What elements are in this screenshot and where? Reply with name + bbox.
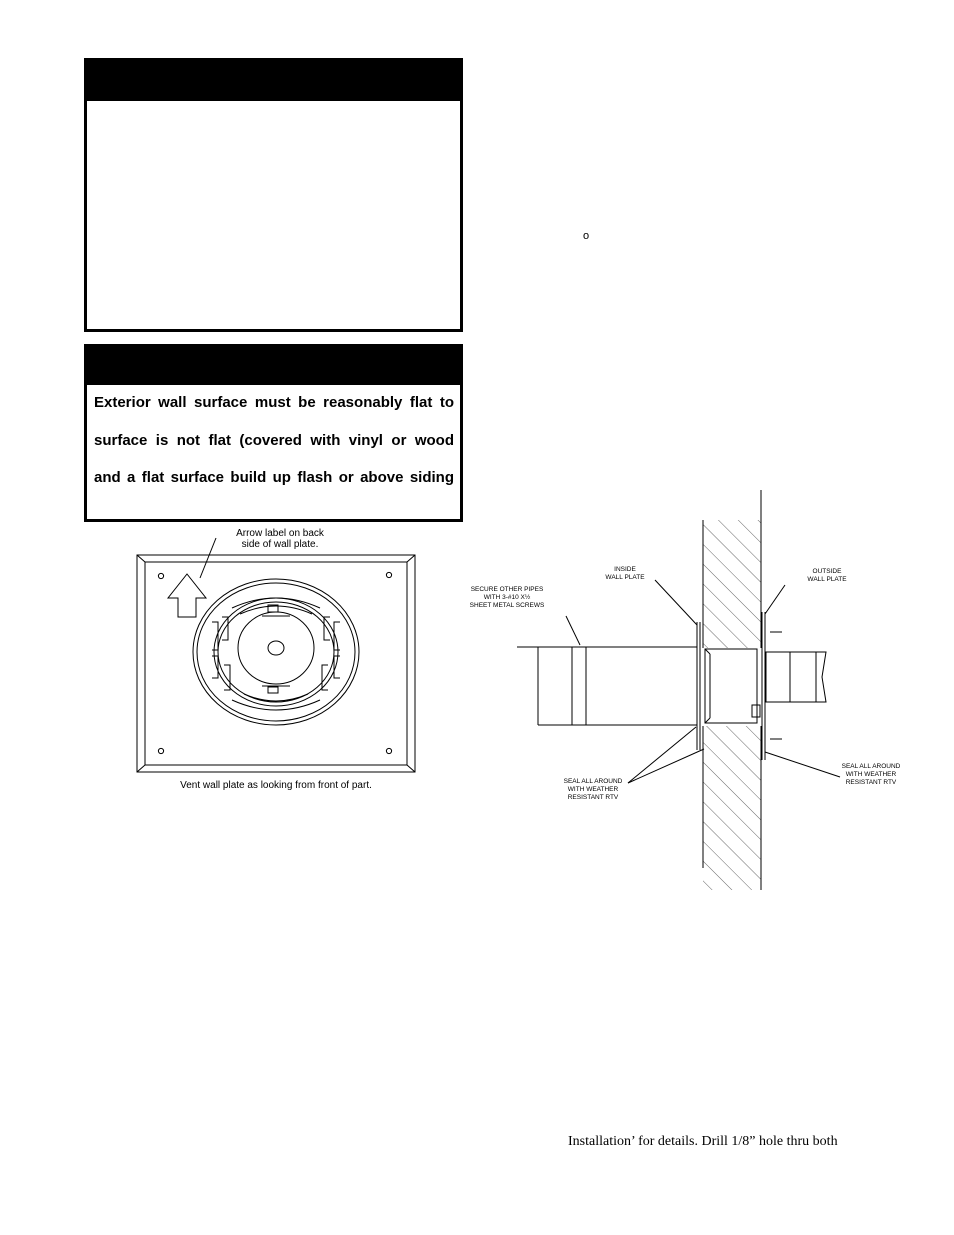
seal-inner-line-1: SEAL ALL AROUND [563, 778, 623, 785]
seal-inner-line-3: RESISTANT RTV [567, 794, 619, 801]
seal-outer-line-1: SEAL ALL AROUND [841, 763, 901, 770]
seal-outer-line-2: WITH WEATHER [845, 771, 897, 778]
secure-line-3: SHEET METAL SCREWS [469, 602, 545, 609]
secure-line-2: WITH 3-#10 X½ [483, 594, 531, 601]
inside-plate-line-1: INSIDE [614, 566, 636, 573]
caution-line-1: Exterior wall surface must be reasonably flat to [94, 394, 454, 411]
arrow-label-line-2: side of wall plate. [241, 539, 319, 550]
outside-wall-plate-label [792, 568, 862, 584]
secure-pipes-label [462, 586, 552, 610]
outside-plate-line-1: OUTSIDE [812, 568, 842, 575]
caution-line-3: and a flat surface build up flash or above siding [94, 469, 454, 486]
degree-mark: o [583, 230, 590, 242]
outside-plate-line-2: WALL PLATE [807, 576, 847, 583]
seal-inner-line-2: WITH WEATHER [567, 786, 619, 793]
secure-line-1: SECURE OTHER PIPES [470, 586, 544, 593]
wall-plate-caption: Vent wall plate as looking from front of part. [180, 780, 372, 791]
arrow-label-line-1: Arrow label on back [236, 528, 324, 539]
seal-inner-label [557, 778, 629, 802]
caution-line-2: surface is not flat (covered with vinyl or wood [94, 431, 454, 449]
seal-outer-line-3: RESISTANT RTV [845, 779, 897, 786]
installation-text-fragment: Installation’ for details. Drill 1/8” hole thru both [568, 1134, 838, 1149]
seal-outer-label [838, 763, 904, 787]
inside-plate-line-2: WALL PLATE [605, 574, 645, 581]
inside-wall-plate-label [590, 566, 660, 582]
